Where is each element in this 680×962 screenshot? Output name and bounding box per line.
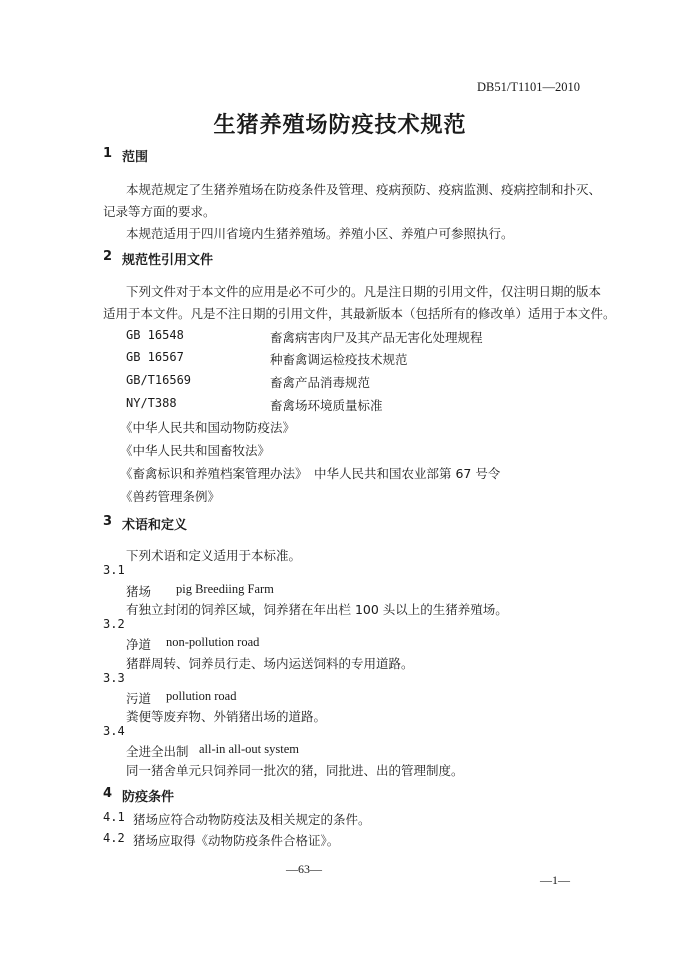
section-3-number: 3 (103, 514, 113, 529)
document-title: 生猪养殖场防疫技术规范 (213, 113, 467, 138)
law-reference: 《畜禽标识和养殖档案管理办法》 (120, 466, 308, 481)
term-number: 3.4 (103, 724, 125, 738)
reference-code: NY/T388 (126, 396, 177, 410)
term-definition: 同一猪舍单元只饲养同一批次的猪，同批进、出的管理制度。 (126, 763, 464, 778)
reference-title: 畜禽产品消毒规范 (270, 375, 371, 390)
term-chinese: 全进全出制 (126, 744, 189, 759)
page-number-inner: —63— (286, 862, 322, 876)
reference-title: 畜禽病害肉尸及其产品无害化处理规程 (270, 330, 483, 345)
reference-code: GB 16548 (126, 328, 184, 342)
section-4-number: 4 (103, 786, 113, 801)
section-2-para-1b: 适用于本文件。凡是不注日期的引用文件，其最新版本（包括所有的修改单）适用于本文件。 (103, 306, 616, 321)
section-1-para-2: 本规范适用于四川省境内生猪养殖场。养殖小区、养殖户可参照执行。 (126, 226, 514, 241)
term-english: pig Breediing Farm (176, 582, 274, 596)
reference-title: 畜禽场环境质量标准 (270, 398, 383, 413)
section-2-para-1a: 下列文件对于本文件的应用是必不可少的。凡是注日期的引用文件，仅注明日期的版本 (126, 284, 602, 299)
term-definition: 粪便等废弃物、外销猪出场的道路。 (126, 709, 327, 724)
section-1-para-1b: 记录等方面的要求。 (103, 204, 216, 219)
term-definition: 猪群周转、饲养员行走、场内运送饲料的专用道路。 (126, 656, 414, 671)
law-reference: 《中华人民共和国动物防疫法》 (120, 420, 296, 435)
clause-text: 猪场应取得《动物防疫条件合格证》。 (133, 833, 340, 848)
term-english: all-in all-out system (199, 742, 299, 756)
section-3-heading: 术语和定义 (122, 518, 188, 533)
clause-number: 4.1 (103, 810, 125, 824)
term-english: non-pollution road (166, 635, 260, 649)
reference-code: GB/T16569 (126, 373, 192, 387)
clause-text: 猪场应符合动物防疫法及相关规定的条件。 (133, 812, 371, 827)
section-1-para-1a: 本规范规定了生猪养殖场在防疫条件及管理、疫病预防、疫病监测、疫病控制和扑灭、 (126, 182, 602, 197)
section-3-intro: 下列术语和定义适用于本标准。 (126, 548, 302, 563)
law-reference: 《中华人民共和国畜牧法》 (120, 443, 271, 458)
section-2-number: 2 (103, 249, 113, 264)
section-1-number: 1 (103, 146, 113, 161)
section-2-heading: 规范性引用文件 (122, 253, 214, 268)
reference-code: GB 16567 (126, 350, 184, 364)
term-chinese: 污道 (126, 691, 152, 706)
term-number: 3.3 (103, 671, 125, 685)
reference-title: 种畜禽调运检疫技术规范 (270, 352, 408, 367)
term-chinese: 净道 (126, 637, 152, 652)
term-definition: 有独立封闭的饲养区域，饲养猪在年出栏 100 头以上的生猪养殖场。 (126, 602, 508, 617)
term-english: pollution road (166, 689, 237, 703)
term-chinese: 猪场 (126, 584, 152, 599)
section-1-heading: 范围 (122, 150, 149, 165)
section-4-heading: 防疫条件 (122, 790, 175, 805)
page-number-outer: —1— (540, 873, 570, 887)
clause-number: 4.2 (103, 831, 125, 845)
law-reference-decree: 中华人民共和国农业部第 67 号令 (314, 466, 501, 481)
term-number: 3.1 (103, 563, 125, 577)
law-reference: 《兽药管理条例》 (120, 489, 221, 504)
term-number: 3.2 (103, 617, 125, 631)
standard-number: DB51/T1101—2010 (476, 80, 580, 94)
